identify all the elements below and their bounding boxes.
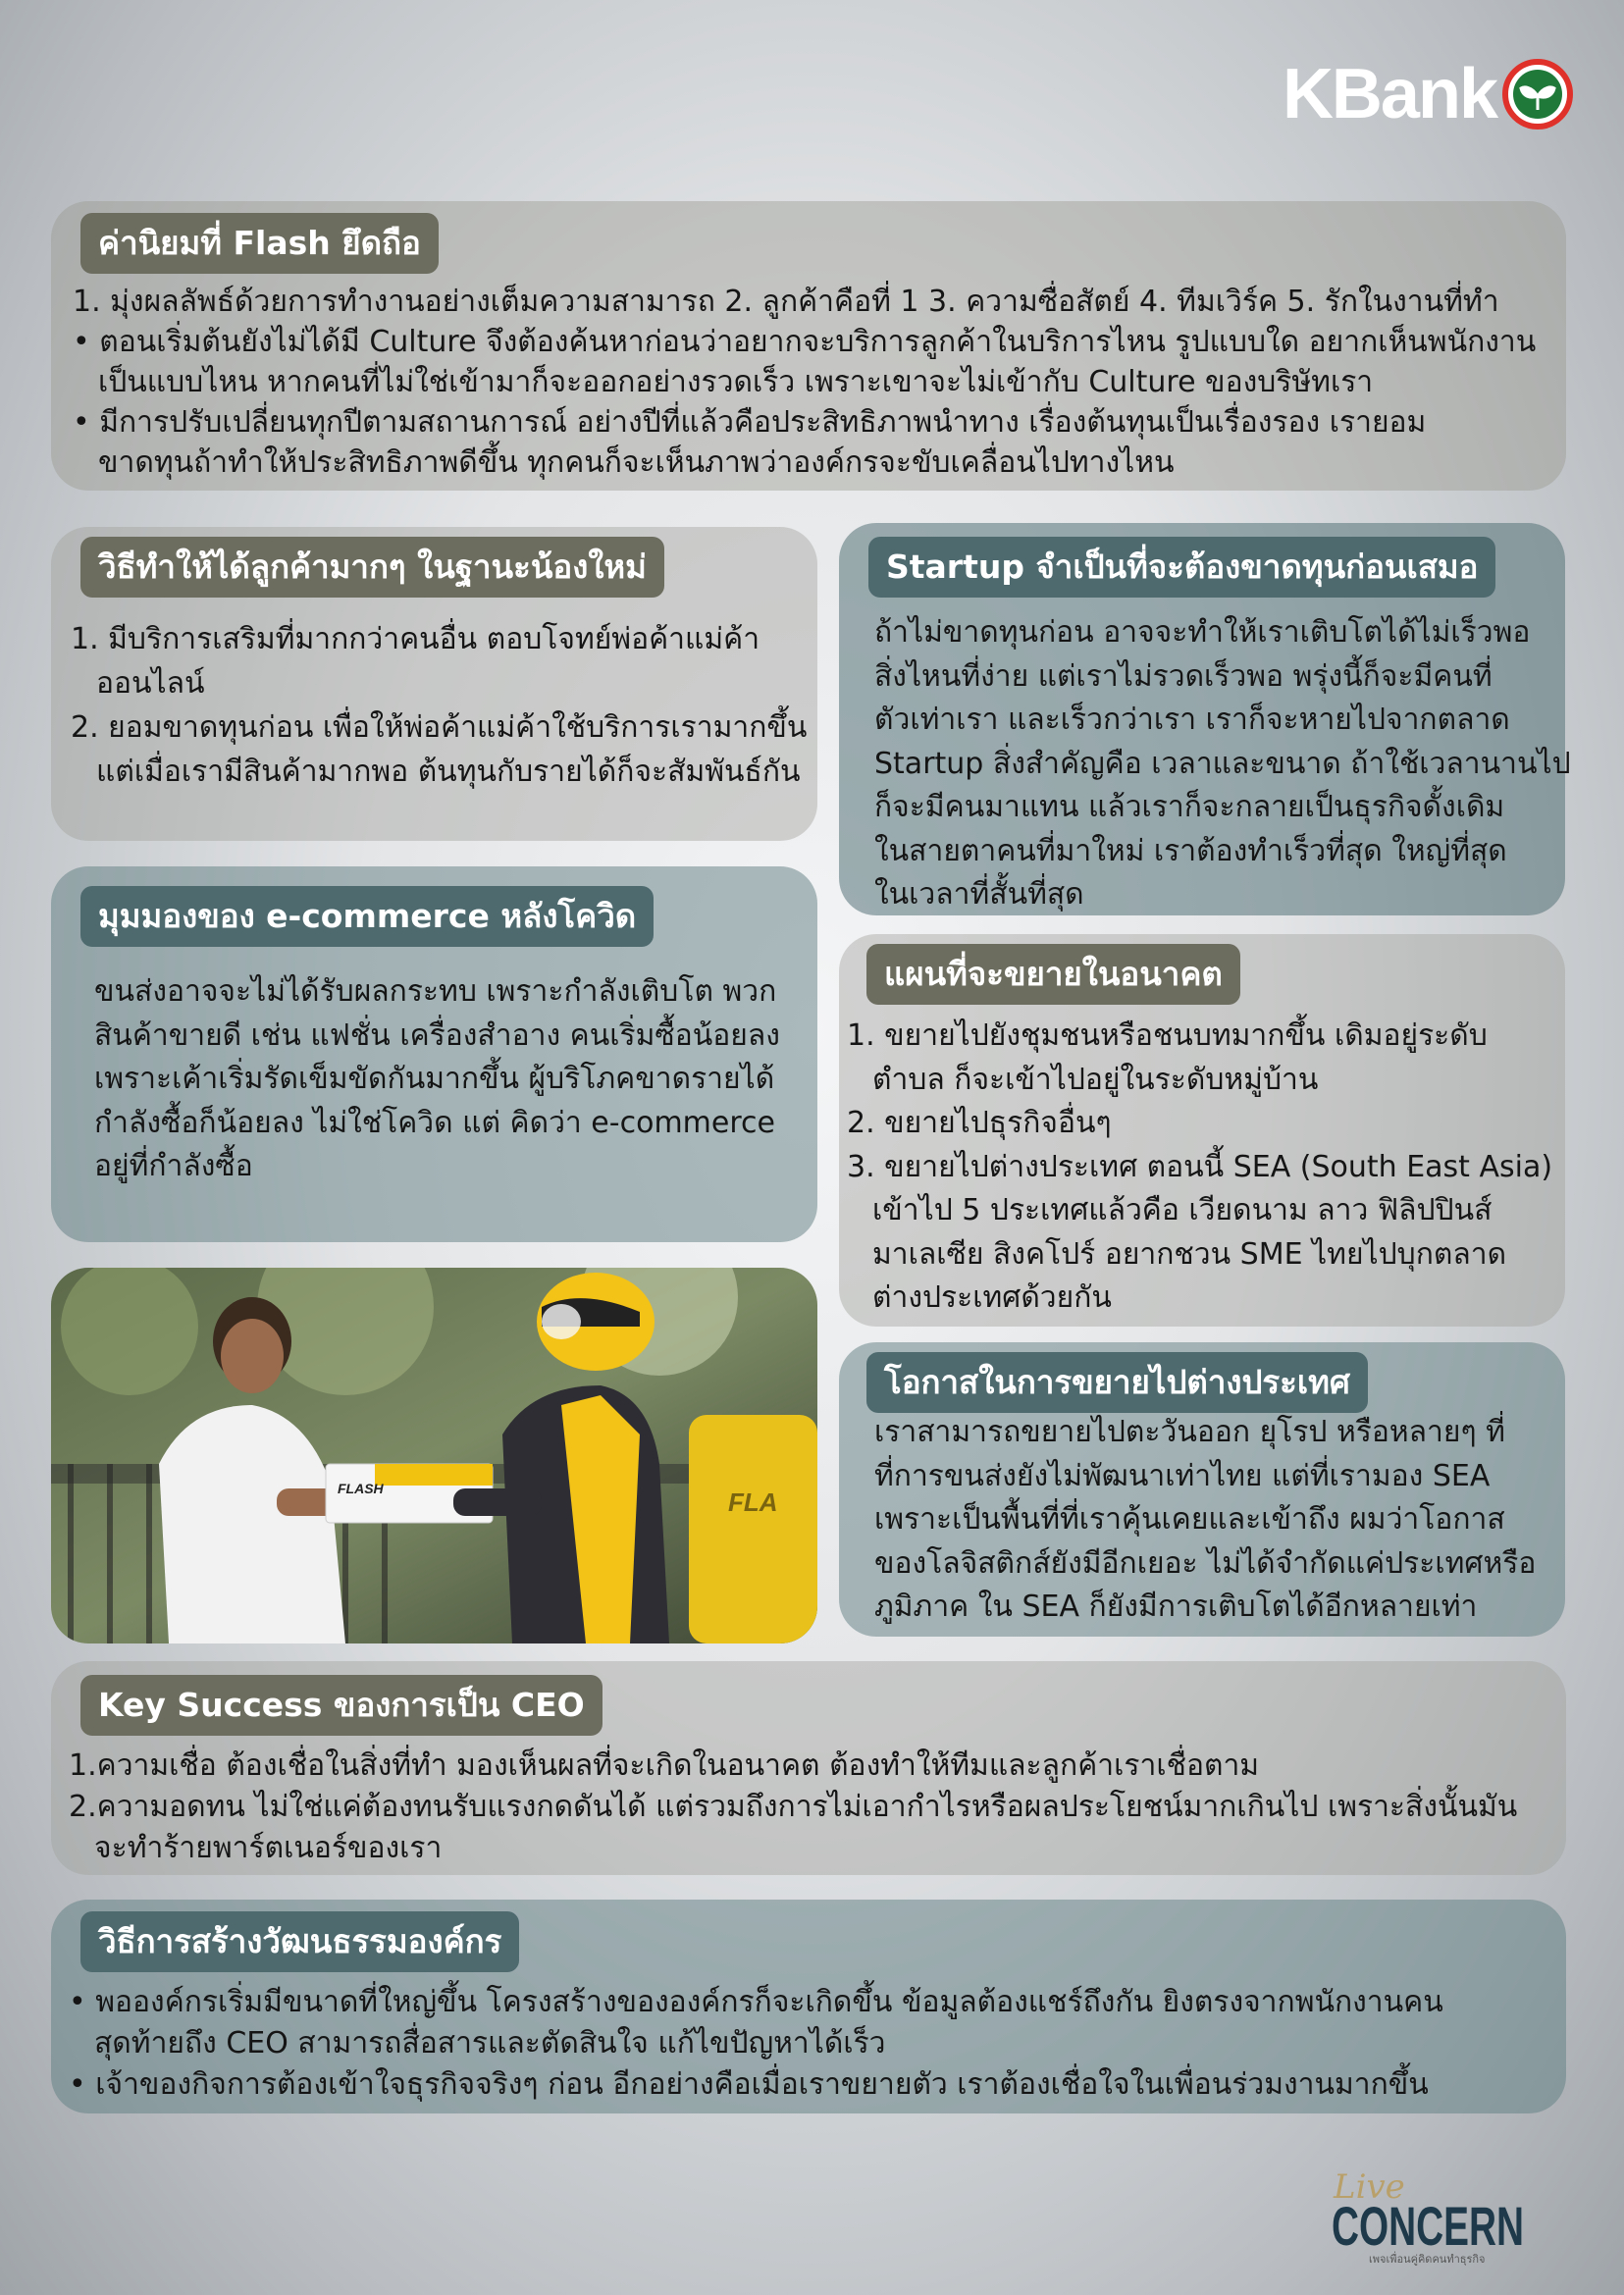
ceo-body [69,1746,1517,1869]
live-concern-logo [1330,2168,1526,2267]
startup-line: ถ้าไม่ขาดทุนก่อน อาจจะทำให้เราเติบโตได้ไม่เร็วพอ [874,615,1531,650]
startup-card [839,523,1571,915]
overseas-line: ที่การขนส่งยังไม่พัฒนาเท่าไทย แต่ที่เรามอง SEA [874,1458,1491,1493]
values-line: • มีการปรับเปลี่ยนทุกปีตามสถานการณ์ อย่างปีที่แล้วคือประสิทธิภาพนำทาง เรื่องต้นทุนเป็นเรื่องรอง เรายอม [73,405,1427,440]
delivery-handover-photo [51,1268,817,1643]
overseas-line: ของโลจิสติกส์ยังมีอีกเยอะ ไม่ได้จำกัดแค่ประเทศหรือ [874,1545,1537,1581]
startup-line: ในเวลาที่สั้นที่สุด [874,877,1084,912]
expansion-line: มาเลเซีย สิงคโปร์ อยากชวน SME ไทยไปบุกตลาด [872,1236,1507,1272]
ceo-line: 1.ความเชื่อ ต้องเชื่อในสิ่งที่ทำ มองเห็นผลที่จะเกิดในอนาคต ต้องทำให้ทีมและลูกค้าเราเชื่อตาม [69,1748,1260,1783]
ecommerce-card [51,866,817,1242]
concern-script: Live [1334,2168,1405,2207]
ceo-title: Key Success ของการเป็น CEO [80,1675,602,1736]
startup-line: Startup สิ่งสำคัญคือ เวลาและขนาด ถ้าใช้เวลานานไป [874,746,1571,781]
values-line: เป็นแบบไหน หากคนที่ไม่ใช่เข้ามาก็จะออกอย่างรวดเร็ว เพราะเขาจะไม่เข้ากับ Culture ของบริษัทเรา [98,365,1374,399]
expansion-line: 2. ขยายไปธุรกิจอื่นๆ [847,1106,1112,1140]
ceo-card [51,1661,1566,1875]
live-concern-logo-icon [1330,2168,1526,2267]
customers-line: ออนไลน์ [96,666,205,701]
startup-body [874,611,1571,917]
culture-body [69,1982,1443,2106]
culture-line: สุดท้ายถึง CEO สามารถสื่อสารและตัดสินใจ แก้ไขปัญหาได้เร็ว [94,2026,886,2060]
values-card [51,201,1566,491]
culture-title: วิธีการสร้างวัฒนธรรมองค์กร [80,1911,519,1972]
startup-line: ตัวเท่าเรา และเร็วกว่าเรา เราก็จะหายไปจากตลาด [874,703,1510,737]
kbank-wordmark: KBank [1282,55,1496,133]
kbank-logo [1282,55,1573,133]
expansion-line: ตำบล ก็จะเข้าไปอยู่ในระดับหมู่บ้าน [872,1062,1319,1097]
overseas-line: เพราะเป็นพื้นที่ที่เราคุ้นเคยและเข้าถึง ผมว่าโอกาส [874,1502,1505,1537]
ecommerce-body [94,970,780,1189]
concern-tagline: เพจเพื่อนคู่คิดคนทำธุรกิจ [1369,2253,1486,2266]
ecommerce-title: มุมมองของ e-commerce หลังโควิด [80,886,654,947]
expansion-line: ต่างประเทศด้วยกัน [872,1280,1112,1315]
customers-line: 1. มีบริการเสริมที่มากกว่าคนอื่น ตอบโจทย์พ่อค้าแม่ค้า [71,622,760,656]
overseas-body [874,1411,1536,1630]
overseas-line: เราสามารถขยายไปตะวันออก ยุโรป หรือหลายๆ ที่ [874,1415,1505,1449]
kbank-leaf-icon [1502,59,1573,130]
startup-line: สิ่งไหนที่ง่าย แต่เราไม่รวดเร็วพอ พรุ่งนี้ก็จะมีคนที่ [874,658,1493,694]
expansion-line: 3. ขยายไปต่างประเทศ ตอนนี้ SEA (South East Asia) [847,1149,1553,1184]
box-brand-label: FLASH [338,1481,384,1496]
culture-line: • พอองค์กรเริ่มมีขนาดที่ใหญ่ขึ้น โครงสร้างขององค์กรก็จะเกิดขึ้น ข้อมูลต้องแชร์ถึงกัน ยิงตรงจากพนักงานคน [69,1985,1443,2019]
ecommerce-line: สินค้าขายดี เช่น แฟชั่น เครื่องสำอาง คนเริ่มซื้อน้อยลง [94,1017,780,1053]
expansion-card [839,934,1565,1327]
startup-title: Startup จำเป็นที่จะต้องขาดทุนก่อนเสมอ [868,537,1495,598]
customers-line: แต่เมื่อเรามีสินค้ามากพอ ต้นทุนกับรายได้ก็จะสัมพันธ์กัน [96,755,801,789]
ecommerce-line: กำลังซื้อก็น้อยลง ไม่ใช่โควิด แต่ คิดว่า e-commerce [94,1105,775,1140]
values-line: ขาดทุนถ้าทำให้ประสิทธิภาพดีขึ้น ทุกคนก็จะเห็นภาพว่าองค์กรจะขับเคลื่อนไปทางไหน [98,445,1175,480]
customers-title: วิธีทำให้ได้ลูกค้ามากๆ ในฐานะน้องใหม่ [80,537,664,598]
ceo-line: 2.ความอดทน ไม่ใช่แค่ต้องทนรับแรงกดดันได้ แต่รวมถึงการไม่เอากำไรหรือผลประโยชน์มากเกินไป เพราะสิ่งนั้นมัน [69,1790,1518,1824]
ceo-line: จะทำร้ายพาร์ตเนอร์ของเรา [94,1831,443,1865]
values-title: ค่านิยมที่ Flash ยึดถือ [80,213,439,274]
expansion-title: แผนที่จะขยายในอนาคต [866,944,1240,1005]
expansion-body [847,1015,1552,1321]
customers-body [71,617,807,794]
startup-line: ก็จะมีคนมาแทน แล้วเราก็จะกลายเป็นธุรกิจดั้งเดิม [874,790,1505,824]
svg-text:FLA: FLA [728,1487,778,1517]
expansion-line: เข้าไป 5 ประเทศแล้วคือ เวียดนาม ลาว ฟิลิปปินส์ [872,1193,1493,1227]
ecommerce-line: ขนส่งอาจจะไม่ได้รับผลกระทบ เพราะกำลังเติบโต พวก [94,974,777,1009]
culture-line: • เจ้าของกิจการต้องเข้าใจธุรกิจจริงๆ ก่อน อีกอย่างคือเมื่อเราขยายตัว เราต้องเชื่อใจในเพื่อนร่วมงานมากขึ้น [69,2067,1429,2102]
ecommerce-line: เพราะเค้าเริ่มรัดเข็มขัดกันมากขึ้น ผู้บริโภคขาดรายได้ [94,1062,775,1096]
startup-line: ในสายตาคนที่มาใหม่ เราต้องทำเร็วที่สุด ใหญ่ที่สุด [874,833,1507,868]
concern-wordmark: CONCERN [1332,2195,1524,2257]
values-line: 1. มุ่งผลลัพธ์ด้วยการทำงานอย่างเต็มความสามารถ 2. ลูกค้าคือที่ 1 3. ความซื่อสัตย์ 4. ทีมเวิร์ค 5. รักในงานที่ทำ [73,285,1499,319]
ecommerce-line: อยู่ที่กำลังซื้อ [94,1149,253,1183]
customers-card [51,527,817,841]
overseas-card [839,1342,1565,1637]
overseas-title: โอกาสในการขยายไปต่างประเทศ [866,1352,1368,1413]
delivery-handover-photo-icon [51,1268,817,1643]
values-body [73,282,1536,483]
overseas-line: ภูมิภาค ใน SEA ก็ยังมีการเติบโตได้อีกหลายเท่า [874,1590,1478,1624]
culture-card [51,1900,1566,2113]
values-line: • ตอนเริ่มต้นยังไม่ได้มี Culture จึงต้องค้นหาก่อนว่าอยากจะบริการลูกค้าในบริการไหน รูปแบบใด อยากเห็นพนักงาน [73,325,1537,359]
customers-line: 2. ยอมขาดทุนก่อน เพื่อให้พ่อค้าแม่ค้าใช้บริการเรามากขึ้น [71,710,808,745]
expansion-line: 1. ขยายไปยังชุมชนหรือชนบทมากขึ้น เดิมอยู่ระดับ [847,1018,1488,1053]
